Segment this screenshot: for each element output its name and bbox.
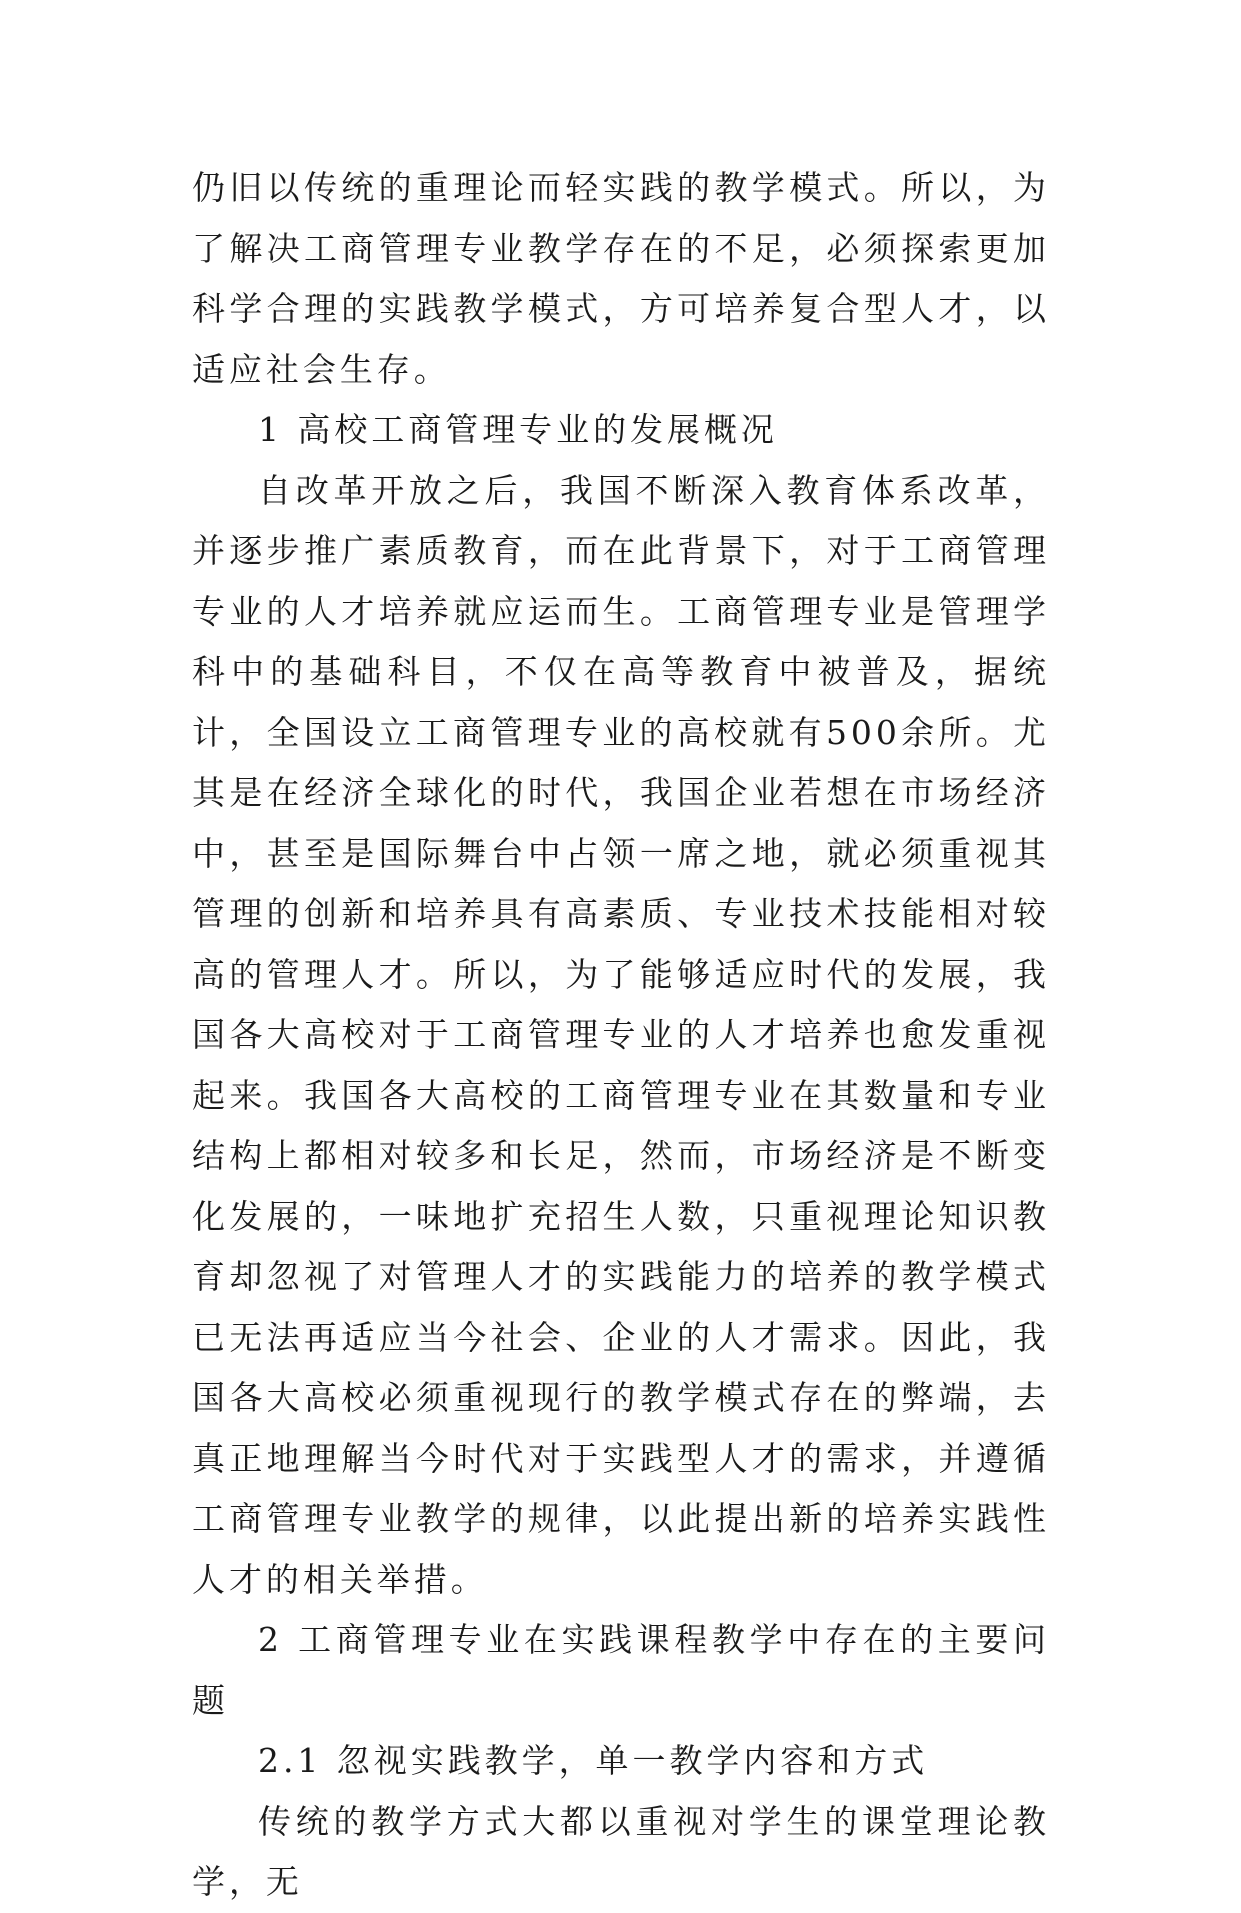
section-2-1-heading: 2.1 忽视实践教学，单一教学内容和方式 — [258, 1741, 929, 1780]
section-1-heading: 1 高校工商管理专业的发展概况 — [258, 410, 778, 449]
section-2-1-body: 传统的教学方式大都以重视对学生的课堂理论教学，无 — [192, 1801, 1050, 1901]
section-1-body: 自改革开放之后，我国不断深入教育体系改革，并逐步推广素质教育，而在此背景下，对于工商管理专业的人才培养就应运而生。工商管理专业是管理学科中的基础科目，不仅在高等教育中被普及，据统计，全国设立工商管理专业的高校就有500余所。尤其是在经济全球化的时代，我国企业若想在市场经济中，甚至是国际舞台中占领一席之地，就必须重视其管理的创新和培养具有高素质、专业技术技能相对较高的管理人才。所以，为了能够适应时代的发展，我国各大高校对于工商管理专业的人才培养也愈发重视起来。我国各大高校的工商管理专业在其数量和专业结构上都相对较多和长足，然而，市场经济是不断变化发展的，一味地扩充招生人数，只重视理论知识教育却忽视了对管理人才的实践能力的培养的教学模式已无法再适应当今社会、企业的人才需求。因此，我国各大高校必须重视现行的教学模式存在的弊端，去真正地理解当今时代对于实践型人才的需求，并遵循工商管理专业教学的规律，以此提出新的培养实践性人才的相关举措。 — [192, 470, 1050, 1599]
section-2-heading: 2 工商管理专业在实践课程教学中存在的主要问题 — [192, 1620, 1050, 1720]
continued-paragraph: 仍旧以传统的重理论而轻实践的教学模式。所以，为了解决工商管理专业教学存在的不足，必须探索更加科学合理的实践教学模式，方可培养复合型人才，以适应社会生存。 — [192, 168, 1050, 389]
document-page — [192, 158, 1050, 1913]
